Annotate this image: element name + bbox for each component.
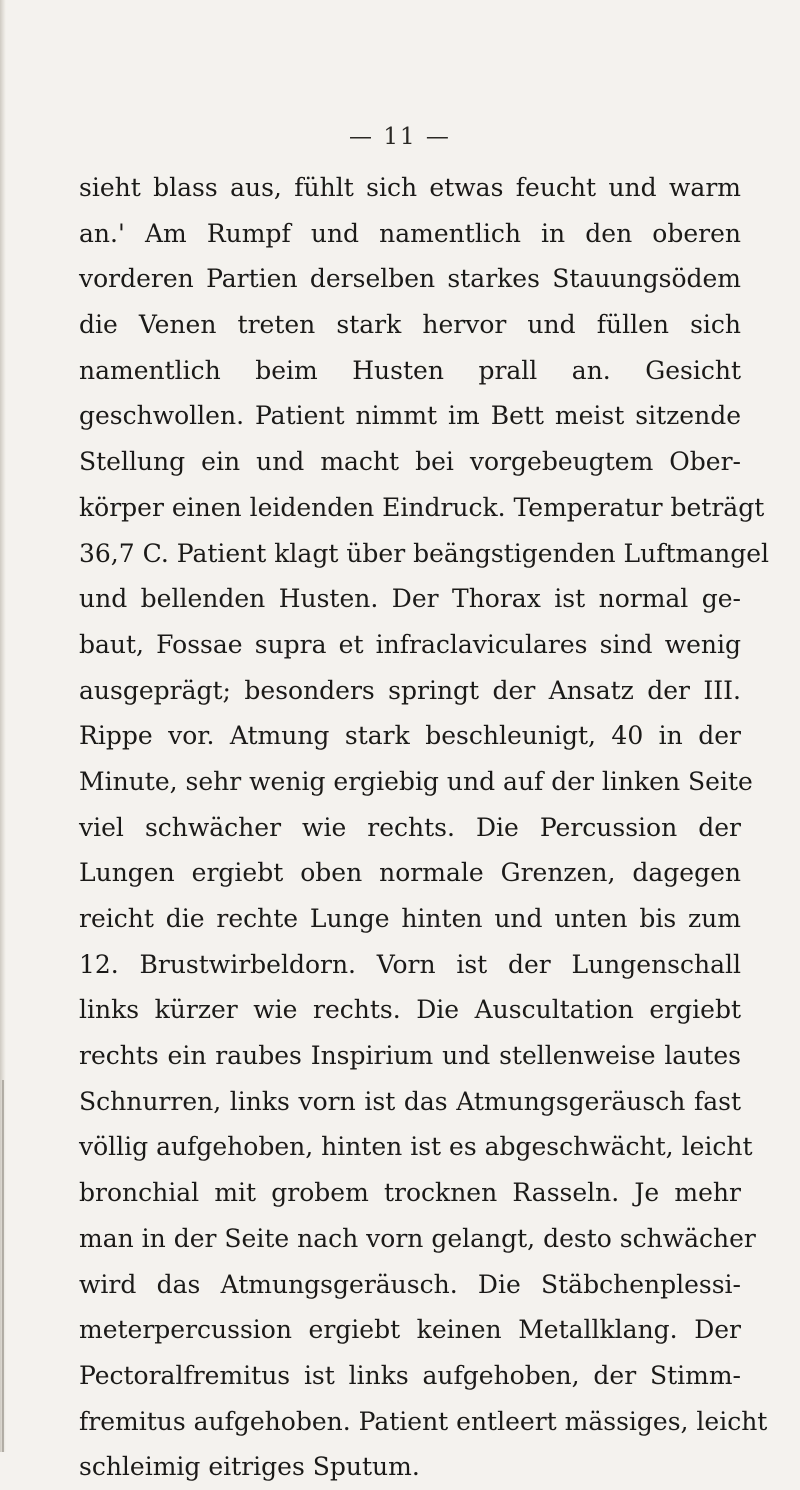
text-line: links kürzer wie rechts. Die Auscultation ergiebt xyxy=(79,995,741,1025)
text-line: meterpercussion ergiebt keinen Metallklang. Der xyxy=(79,1315,741,1345)
body-text xyxy=(79,165,770,1490)
page-binding-shadow xyxy=(2,1080,4,1452)
text-line: baut, Fossae supra et infraclaviculares sind wenig xyxy=(79,629,741,659)
text-line: und bellenden Husten. Der Thorax ist normal ge- xyxy=(79,584,741,614)
text-line: 36,7 C. Patient klagt über beängstigenden Luftmangel xyxy=(79,538,770,568)
text-line: Stellung ein und macht bei vorgebeugtem Ober- xyxy=(79,447,741,477)
text-line: Minute, sehr wenig ergiebig und auf der linken Seite xyxy=(79,766,753,796)
text-line: wird das Atmungsgeräusch. Die Stäbchenplessi- xyxy=(79,1269,741,1299)
text-line: schleimig eitriges Sputum. xyxy=(79,1452,420,1482)
text-line: sieht blass aus, fühlt sich etwas feucht und warm xyxy=(79,173,741,202)
text-line: geschwollen. Patient nimmt im Bett meist sitzende xyxy=(79,401,741,431)
text-line: vorderen Partien derselben starkes Stauungsödem xyxy=(79,264,741,294)
text-line: reicht die rechte Lunge hinten und unten bis zum xyxy=(79,904,741,933)
text-line: rechts ein raubes Inspirium und stellenweise lautes xyxy=(79,1041,741,1071)
text-line: Pectoralfremitus ist links aufgehoben, der Stimm- xyxy=(79,1360,741,1390)
text-line: ausgeprägt; besonders springt der Ansatz der III. xyxy=(79,675,741,705)
text-line: Schnurren, links vorn ist das Atmungsgeräusch fast xyxy=(79,1086,741,1116)
text-line: fremitus aufgehoben. Patient entleert mässiges, leicht xyxy=(79,1406,768,1436)
text-line: Rippe vor. Atmung stark beschleunigt, 40 in der xyxy=(79,721,741,751)
page-number: — 11 — xyxy=(349,124,451,150)
text-line: an.' Am Rumpf und namentlich in den oberen xyxy=(79,218,741,248)
text-line: die Venen treten stark hervor und füllen sich xyxy=(79,310,741,340)
text-line: völlig aufgehoben, hinten ist es abgeschwächt, leicht xyxy=(79,1132,753,1162)
text-line: namentlich beim Husten prall an. Gesicht xyxy=(79,355,741,385)
text-line: bronchial mit grobem trocknen Rasseln. Je mehr xyxy=(79,1178,741,1208)
text-line: Lungen ergiebt oben normale Grenzen, dagegen xyxy=(79,858,741,888)
text-line: 12. Brustwirbeldorn. Vorn ist der Lungenschall xyxy=(79,949,741,979)
text-line: man in der Seite nach vorn gelangt, desto schwächer xyxy=(79,1223,756,1253)
text-line: körper einen leidenden Eindruck. Temperatur beträgt xyxy=(79,492,765,522)
text-line: viel schwächer wie rechts. Die Percussion der xyxy=(79,812,741,842)
